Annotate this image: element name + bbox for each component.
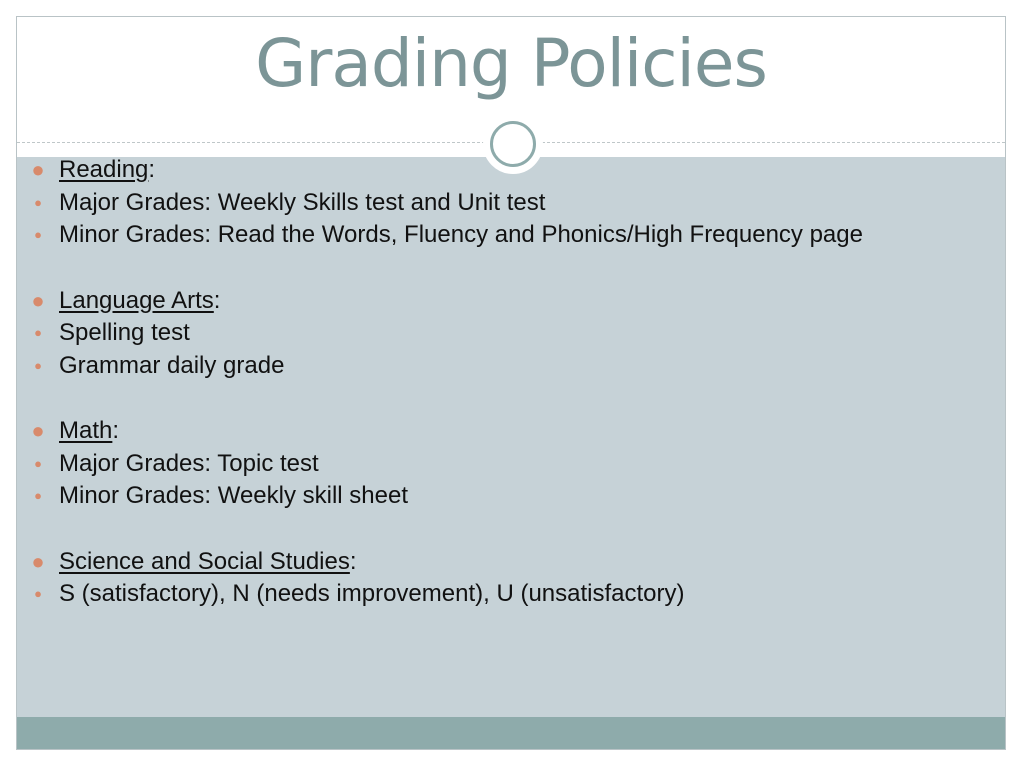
item-text: Spelling test: [59, 319, 190, 346]
list-item: [26, 219, 966, 252]
sub-bullet-icon: ●: [34, 357, 42, 373]
section-heading-reading: [26, 154, 966, 187]
sub-bullet-icon: ●: [34, 488, 42, 503]
heading-colon: :: [349, 547, 357, 575]
spacer: [26, 513, 966, 546]
item-text: Grammar daily grade: [59, 351, 285, 379]
footer-bar: [17, 717, 1005, 750]
sub-bullet-icon: ●: [34, 455, 42, 471]
item-text: Major Grades: Weekly Skills test and Unit test: [59, 188, 546, 216]
heading-text: Math: [59, 417, 113, 444]
list-item: [26, 350, 966, 383]
sub-bullet-icon: ●: [34, 325, 42, 340]
bullet-list: [26, 154, 966, 611]
sub-bullet-icon: ●: [34, 194, 42, 210]
spacer: [26, 252, 966, 285]
bullet-icon: ●: [31, 548, 45, 574]
spacer: [26, 382, 966, 415]
item-text: S (satisfactory), N (needs improvement), U (unsatisfactory): [59, 580, 685, 607]
slide-title: Grading Policies: [255, 25, 767, 102]
item-text: Minor Grades: Read the Words, Fluency and Phonics/High Frequency page: [59, 221, 863, 248]
item-text: Major Grades: Topic test: [59, 449, 319, 477]
heading-colon: :: [148, 156, 156, 183]
sub-bullet-icon: ●: [34, 227, 42, 242]
list-item: [26, 187, 966, 220]
section-heading-science-social-studies: [26, 546, 966, 579]
heading-text: Science and Social Studies: [59, 547, 350, 575]
sub-bullet-icon: ●: [34, 586, 42, 601]
bullet-icon: ●: [31, 418, 45, 443]
heading-colon: :: [213, 286, 221, 314]
list-item: [26, 317, 966, 350]
list-item: [26, 448, 966, 481]
heading-colon: :: [112, 417, 120, 444]
bullet-icon: ●: [31, 157, 45, 182]
heading-text: Language Arts: [59, 286, 214, 314]
bullet-icon: ●: [31, 287, 45, 313]
list-item: [26, 578, 966, 611]
heading-text: Reading: [59, 156, 149, 183]
section-heading-language-arts: [26, 285, 966, 318]
list-item: [26, 480, 966, 513]
item-text: Minor Grades: Weekly skill sheet: [59, 482, 409, 509]
section-heading-math: [26, 415, 966, 448]
